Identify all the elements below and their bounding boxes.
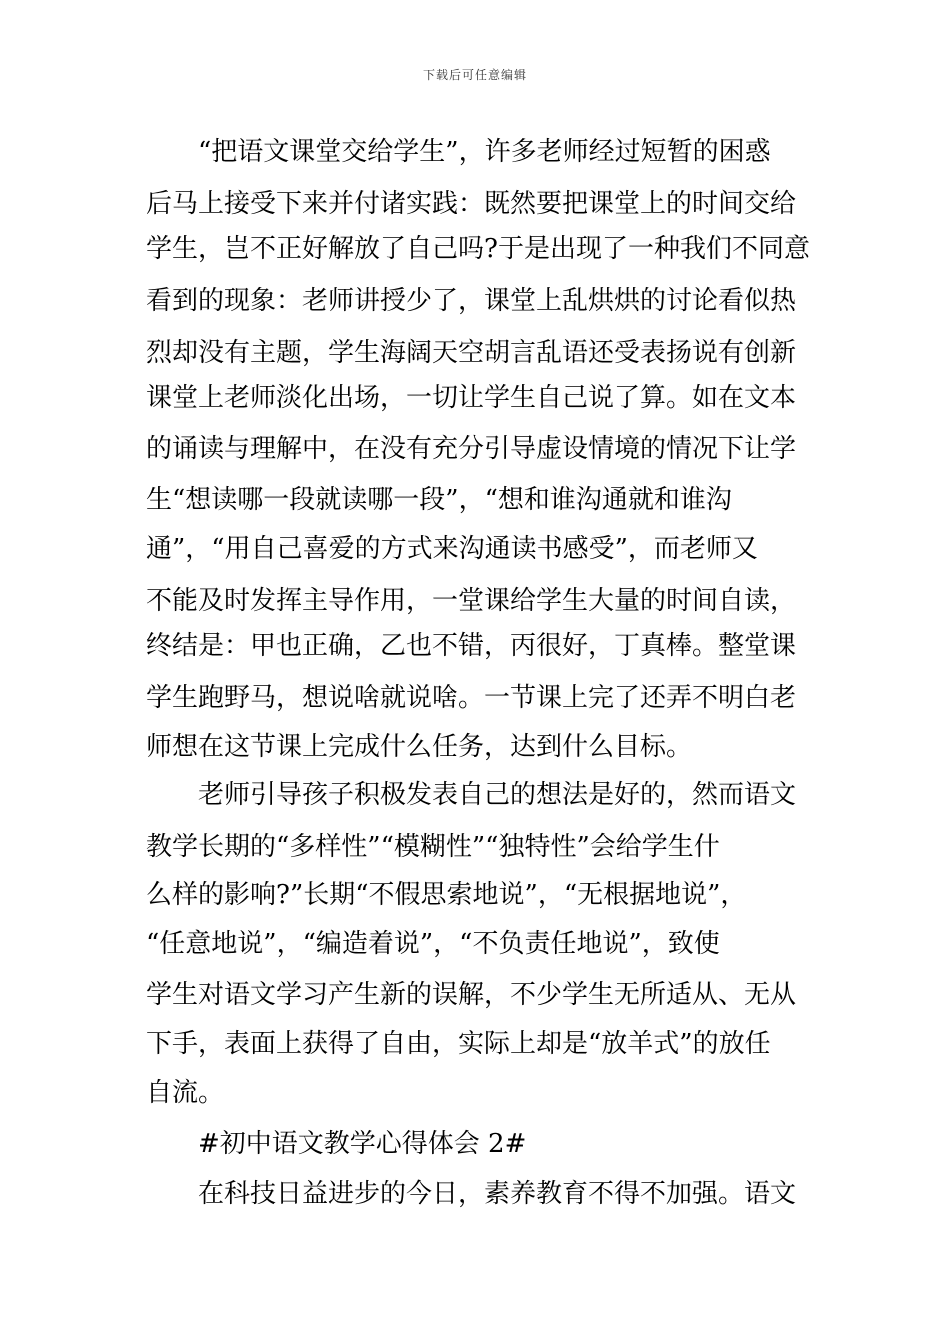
body-line: 后马上接受下来并付诸实践：既然要把课堂上的时间交给 — [146, 189, 797, 219]
body-line: 在科技日益进步的今日，素养教育不得不加强。语文 — [198, 1179, 797, 1209]
body-line: “任意地说”，“编造着说”，“不负责任地说”，致使 — [146, 929, 720, 959]
body-line: 终结是：甲也正确，乙也不错，丙很好，丁真棒。整堂课 — [146, 631, 797, 661]
body-line: 课堂上老师淡化出场，一切让学生自己说了算。如在文本 — [146, 383, 797, 413]
body-line: 下手，表面上获得了自由，实际上却是“放羊式”的放任 — [146, 1029, 771, 1059]
body-line: 老师引导孩子积极发表自己的想法是好的，然而语文 — [198, 780, 797, 810]
body-line: 看到的现象：老师讲授少了，课堂上乱烘烘的讨论看似热 — [146, 286, 797, 316]
body-line: 么样的影响?”长期“不假思索地说”，“无根据地说”， — [146, 880, 747, 910]
body-line: 自流。 — [146, 1078, 225, 1108]
section-heading: #初中语文教学心得体会 2# — [198, 1129, 527, 1159]
page-header: 下载后可任意编辑 — [422, 68, 527, 82]
body-line: 学生跑野马，想说啥就说啥。一节课上完了还弄不明白老 — [146, 683, 797, 713]
body-line: 烈却没有主题，学生海阔天空胡言乱语还受表扬说有创新 — [146, 338, 797, 368]
body-line: 通”，“用自己喜爱的方式来沟通读书感受”，而老师又 — [146, 534, 758, 564]
body-line: 学生对语文学习产生新的误解，不少学生无所适从、无从 — [146, 980, 797, 1010]
body-line: 教学长期的“多样性”“模糊性”“独特性”会给学生什 — [146, 832, 720, 862]
body-line: “把语文课堂交给学生”，许多老师经过短暂的困惑 — [198, 137, 771, 167]
body-line: 生“想读哪一段就读哪一段”，“想和谁沟通就和谁沟 — [146, 485, 732, 515]
body-line: 不能及时发挥主导作用，一堂课给学生大量的时间自读， — [146, 586, 797, 616]
body-line: 师想在这节课上完成什么任务，达到什么目标。 — [146, 732, 693, 762]
body-line: 学生，岂不正好解放了自己吗?于是出现了一种我们不同意 — [146, 234, 810, 264]
body-line: 的诵读与理解中，在没有充分引导虚设情境的情况下让学 — [146, 434, 797, 464]
